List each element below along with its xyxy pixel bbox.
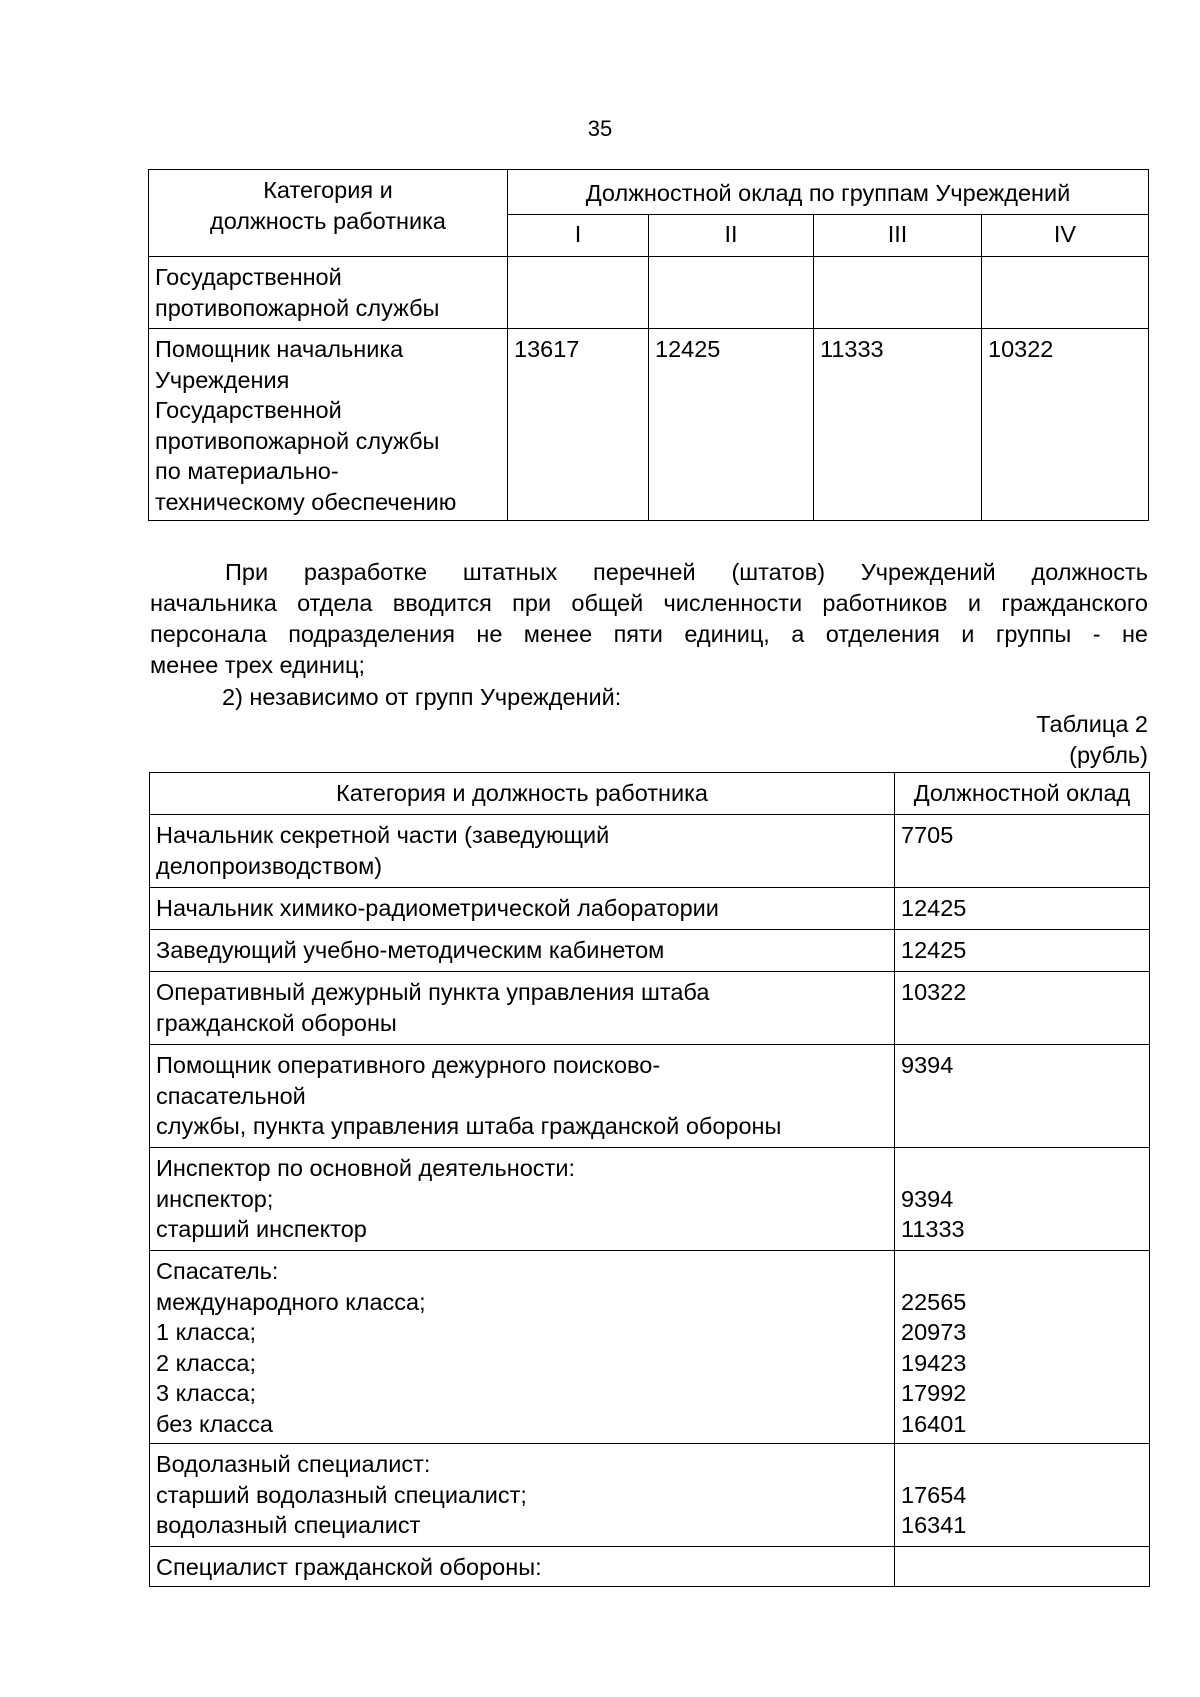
table2-row2-title: Начальник химико-радиометрической лаборатории — [150, 888, 895, 930]
page-number: 35 — [587, 116, 613, 141]
table2-row9-value — [895, 1547, 1150, 1587]
table2-row3-title: Заведующий учебно-методическим кабинетом — [150, 930, 895, 972]
table1-row2-value-1: 13617 — [508, 329, 649, 521]
paragraph-line-5: 2) независимо от групп Учреждений: — [222, 684, 622, 710]
table2-row4-title: Оперативный дежурный пункта управления штаба гражданской обороны — [150, 972, 895, 1045]
salary-independent-table — [149, 772, 1150, 1587]
table2-row7-values: 22565 20973 19423 17992 16401 — [895, 1251, 1150, 1444]
table1-group-4: IV — [982, 215, 1149, 257]
table1-group-2: II — [649, 215, 814, 257]
table1-row1-title: Государственной противопожарной службы — [149, 257, 508, 329]
table1-row2-value-4: 10322 — [982, 329, 1149, 521]
table-row — [149, 257, 1149, 329]
table2-row7-title: Спасатель: международного класса; 1 класса; 2 класса; 3 класса; без класса — [150, 1251, 895, 1444]
table1-row1-value-4 — [982, 257, 1149, 329]
paragraph-line-1: При разработке штатных перечней (штатов) Учреждений должность — [225, 559, 1148, 585]
table2-row5-value: 9394 — [895, 1045, 1150, 1148]
table-row — [150, 888, 1150, 930]
table1-group-1: I — [508, 215, 649, 257]
table1-row2-value-3: 11333 — [814, 329, 982, 521]
table2-row3-value: 12425 — [895, 930, 1150, 972]
table-row — [150, 1547, 1150, 1587]
table-row — [150, 815, 1150, 888]
table2-header-category: Категория и должность работника — [150, 773, 895, 815]
table2-row9-title: Специалист гражданской обороны: — [150, 1547, 895, 1587]
table2-row1-value: 7705 — [895, 815, 1150, 888]
table2-caption: Таблица 2 — [1036, 711, 1148, 737]
table2-row6-values: 9394 11333 — [895, 1148, 1150, 1251]
paragraph-line-3: персонала подразделения не менее пяти единиц, а отделения и группы - не — [150, 621, 1148, 647]
table-row — [150, 1148, 1150, 1251]
table2-row5-title: Помощник оперативного дежурного поисково- спасательной службы, пункта управления штаба гражданской обороны — [150, 1045, 895, 1148]
table2-row8-title: Водолазный специалист: старший водолазный специалист; водолазный специалист — [150, 1444, 895, 1547]
table1-row1-value-2 — [649, 257, 814, 329]
table1-row1-value-1 — [508, 257, 649, 329]
table2-row6-title: Инспектор по основной деятельности: инспектор; старший инспектор — [150, 1148, 895, 1251]
table2-row4-value: 10322 — [895, 972, 1150, 1045]
table2-row2-value: 12425 — [895, 888, 1150, 930]
table2-unit: (рубль) — [1069, 742, 1148, 768]
paragraph-line-2: начальника отдела вводится при общей численности работников и гражданского — [150, 590, 1148, 616]
table2-row8-values: 17654 16341 — [895, 1444, 1150, 1547]
salary-by-group-table — [148, 169, 1149, 521]
table-row — [150, 972, 1150, 1045]
paragraph-line-4: менее трех единиц; — [150, 652, 366, 678]
table1-row1-value-3 — [814, 257, 982, 329]
table-row — [149, 329, 1149, 521]
table-row — [150, 1251, 1150, 1444]
table2-header-salary: Должностной оклад — [895, 773, 1150, 815]
table1-header-salary: Должностной оклад по группам Учреждений — [508, 170, 1149, 215]
table1-group-3: III — [814, 215, 982, 257]
table2-row1-title: Начальник секретной части (заведующий делопроизводством) — [150, 815, 895, 888]
table1-row2-value-2: 12425 — [649, 329, 814, 521]
table1-row2-title: Помощник начальника Учреждения Государственной противопожарной службы по материально- техническому обеспечению — [149, 329, 508, 521]
table-row — [150, 1444, 1150, 1547]
table-row — [150, 1045, 1150, 1148]
table-row — [150, 930, 1150, 972]
table1-header-category: Категория и должность работника — [149, 170, 508, 257]
